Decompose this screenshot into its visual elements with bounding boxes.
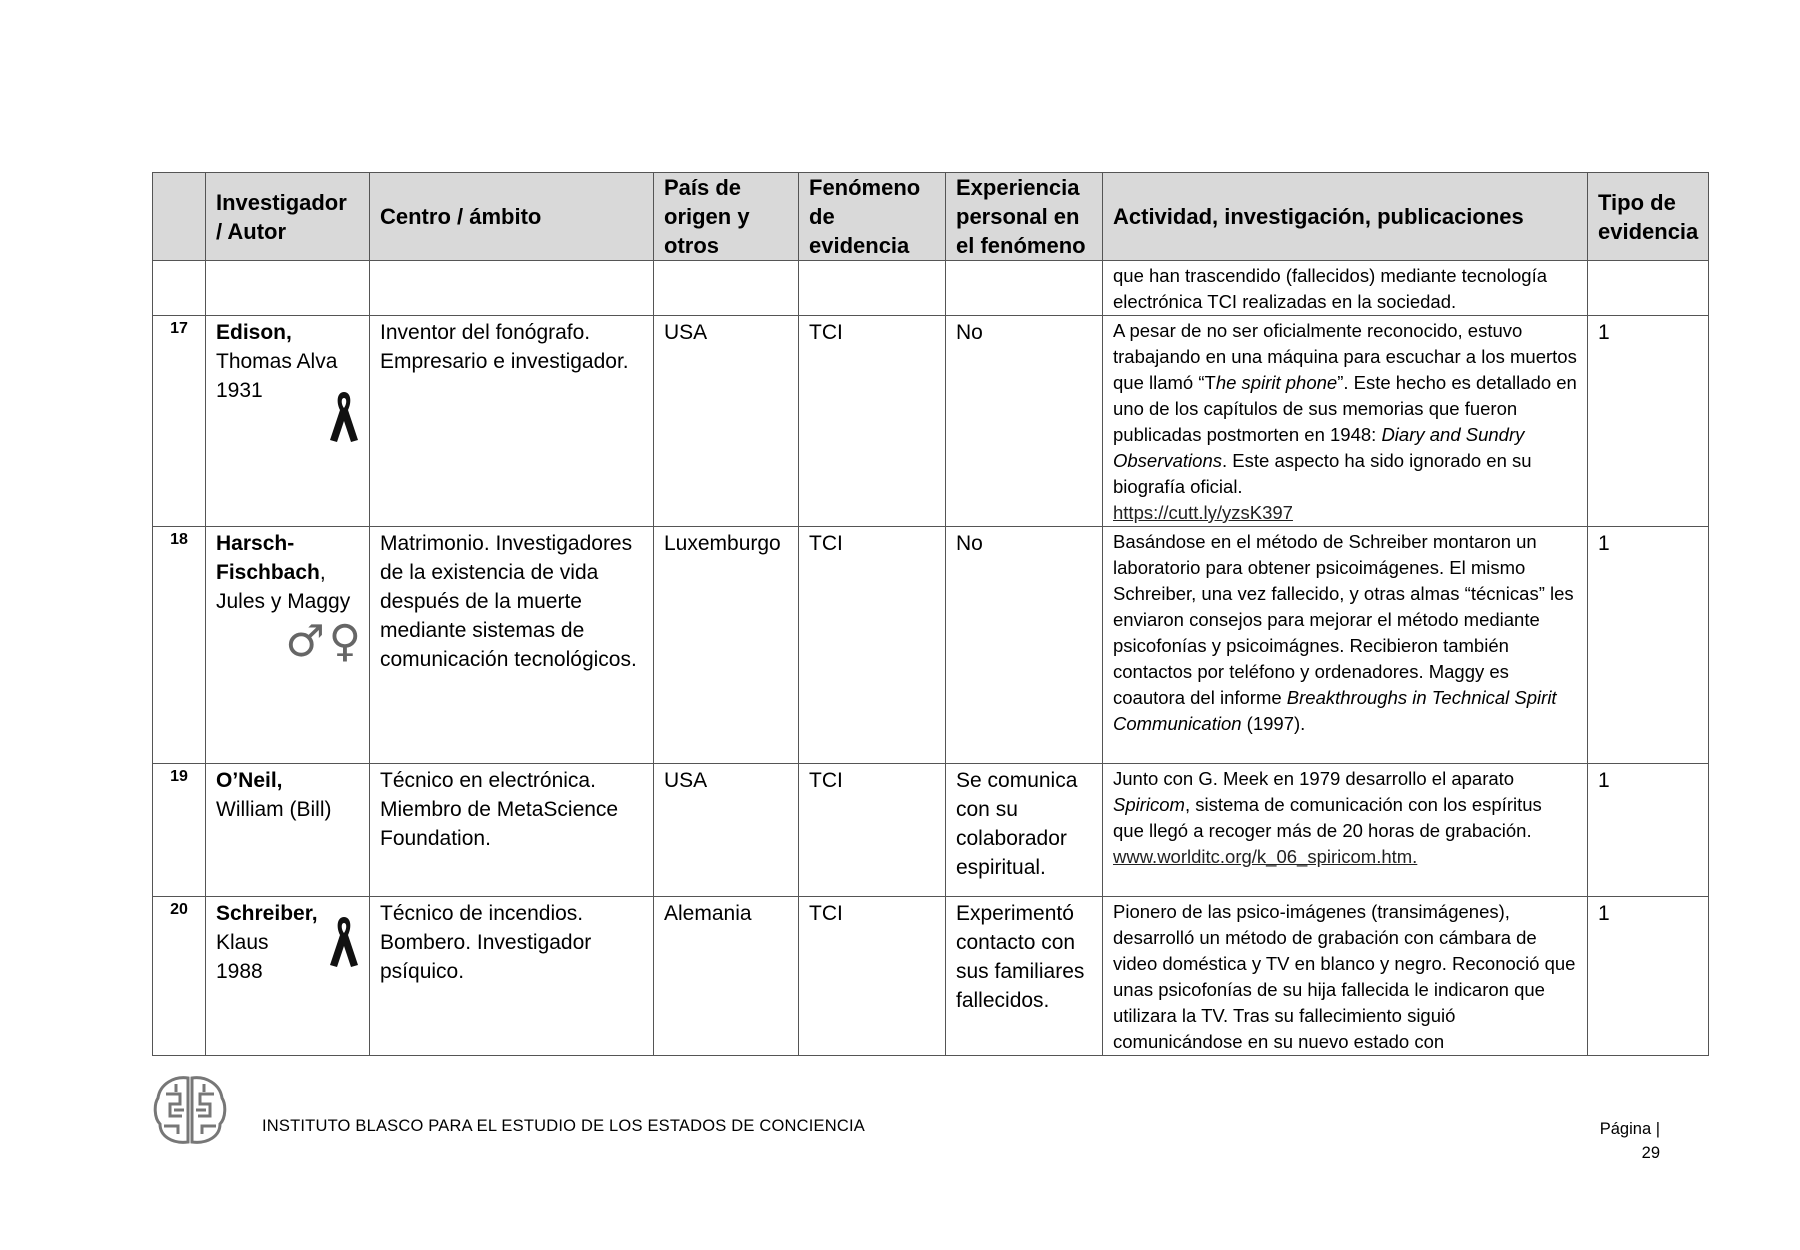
actividad-italic: Spiricom	[1113, 794, 1185, 815]
pais-cell: USA	[654, 316, 799, 527]
researcher-surname: Schreiber,	[216, 902, 318, 925]
table-row	[153, 527, 1709, 764]
actividad-text: A pesar de no ser oficialmente reconocido, estuvo trabajando en una máquina para escuchar a los muertos que llamó “T	[1113, 320, 1577, 393]
page-label: Página |	[1599, 1120, 1660, 1138]
header-actividad: Actividad, investigación, publicaciones	[1103, 173, 1588, 261]
page-number: 29	[1641, 1144, 1660, 1162]
investigador-cell	[206, 897, 370, 1056]
pais-cell: Luxemburgo	[654, 527, 799, 764]
header-fenomeno: Fenómeno de evidencia	[799, 173, 946, 261]
header-centro: Centro / ámbito	[370, 173, 654, 261]
header-experiencia: Experiencia personal en el fenómeno	[946, 173, 1103, 261]
actividad-text: Basándose en el método de Schreiber montaron un laboratorio para obtener psicoimágenes. El mismo Schreiber, una vez fallecido, y otras almas “técnicas” les enviaron consejos para mejorar el método mediante psicofonías y psicoimágnes. Recibieron también contactos por teléfono y ordenadores. Maggy es coautora del informe	[1113, 531, 1574, 708]
actividad-text: . Este aspecto ha sido ignorado en su biografía oficial.	[1113, 450, 1532, 497]
header-tipo: Tipo de evidencia	[1588, 173, 1709, 261]
experiencia-cell: Experimentó contacto con sus familiares fallecidos.	[946, 897, 1103, 1056]
actividad-cell	[1103, 316, 1588, 527]
row-number: 17	[170, 320, 188, 337]
fenomeno-cell: TCI	[799, 764, 946, 897]
header-investigador: Investigador / Autor	[206, 173, 370, 261]
experiencia-cell: Se comunica con su colaborador espiritual.	[946, 764, 1103, 897]
table-row	[153, 261, 1709, 316]
centro-cell: Técnico de incendios. Bombero. Investigador psíquico.	[370, 897, 654, 1056]
investigador-cell	[206, 527, 370, 764]
researcher-given-name: Jules y Maggy	[216, 590, 351, 613]
centro-cell: Técnico en electrónica. Miembro de MetaScience Foundation.	[370, 764, 654, 897]
table-row	[153, 316, 1709, 527]
researcher-surname: Edison,	[216, 321, 292, 344]
mourning-ribbon-icon	[327, 388, 361, 452]
researchers-table	[152, 172, 1709, 1056]
actividad-cell	[1103, 527, 1588, 764]
fenomeno-cell: TCI	[799, 897, 946, 1056]
actividad-cell: Pionero de las psico-imágenes (transimágenes), desarrolló un método de grabación con cámbara de video doméstica y TV en blanco y negro. Reconoció que unas psicofonías de su hija fallecida le indicaron que utilizara la TV. Tras su fallecimiento siguió comunicándose en su nuevo estado con	[1103, 897, 1588, 1056]
surname-comma: ,	[319, 561, 326, 584]
table-header-row	[153, 173, 1709, 261]
tipo-cell: 1	[1588, 897, 1709, 1056]
researcher-given-name: Klaus	[216, 931, 269, 954]
actividad-text: Junto con G. Meek en 1979 desarrollo el aparato	[1113, 768, 1515, 789]
centro-cell: Matrimonio. Investigadores de la existencia de vida después de la muerte mediante sistemas de comunicación tecnológicos.	[370, 527, 654, 764]
tipo-cell: 1	[1588, 527, 1709, 764]
pais-cell: Alemania	[654, 897, 799, 1056]
actividad-text: ”. Este hecho es detallado en uno de los capítulos de sus memorias que fueron publicadas postmorten en 1948:	[1113, 372, 1577, 445]
mourning-ribbon-icon	[327, 913, 361, 977]
investigador-cell	[206, 764, 370, 897]
male-female-icon: ♂♀	[285, 616, 361, 667]
fenomeno-cell: TCI	[799, 527, 946, 764]
actividad-text: , sistema de comunicación con los espíritus que llegó a recoger más de 20 horas de grabación.	[1113, 794, 1542, 841]
continuation-actividad: que han trascendido (fallecidos) mediante tecnología electrónica TCI realizadas en la sociedad.	[1103, 261, 1588, 316]
researcher-surname: Harsch-Fischbach	[216, 532, 320, 584]
row-number: 20	[170, 901, 188, 918]
table-row	[153, 897, 1709, 1056]
researcher-surname: O’Neil,	[216, 769, 283, 792]
researcher-year: 1931	[216, 379, 263, 402]
researcher-year: 1988	[216, 960, 263, 983]
institute-name: INSTITUTO BLASCO PARA EL ESTUDIO DE LOS ESTADOS DE CONCIENCIA	[262, 1117, 865, 1135]
reference-link[interactable]: https://cutt.ly/yzsK397	[1113, 502, 1293, 523]
actividad-italic: Breakthroughs in Technical Spirit Communication	[1113, 687, 1557, 734]
row-number: 18	[170, 531, 188, 548]
researcher-given-name: Thomas Alva	[216, 350, 338, 373]
actividad-italic: Diary and Sundry Observations	[1113, 424, 1525, 471]
row-number: 19	[170, 768, 188, 785]
page-number-block	[1600, 1117, 1660, 1165]
actividad-text: (1997).	[1241, 713, 1306, 734]
centro-cell: Inventor del fonógrafo. Empresario e investigador.	[370, 316, 654, 527]
header-pais: País de origen y otros	[654, 173, 799, 261]
table-row	[153, 764, 1709, 897]
experiencia-cell: No	[946, 316, 1103, 527]
actividad-italic: he spirit phone	[1215, 372, 1338, 393]
tipo-cell: 1	[1588, 764, 1709, 897]
experiencia-cell: No	[946, 527, 1103, 764]
header-num	[153, 173, 206, 261]
tipo-cell: 1	[1588, 316, 1709, 527]
pais-cell: USA	[654, 764, 799, 897]
reference-link[interactable]: www.worlditc.org/k_06_spiricom.htm.	[1113, 846, 1418, 867]
brain-maze-logo-icon	[150, 1070, 230, 1150]
investigador-cell	[206, 316, 370, 527]
actividad-cell	[1103, 764, 1588, 897]
fenomeno-cell: TCI	[799, 316, 946, 527]
researcher-given-name: William (Bill)	[216, 798, 332, 821]
